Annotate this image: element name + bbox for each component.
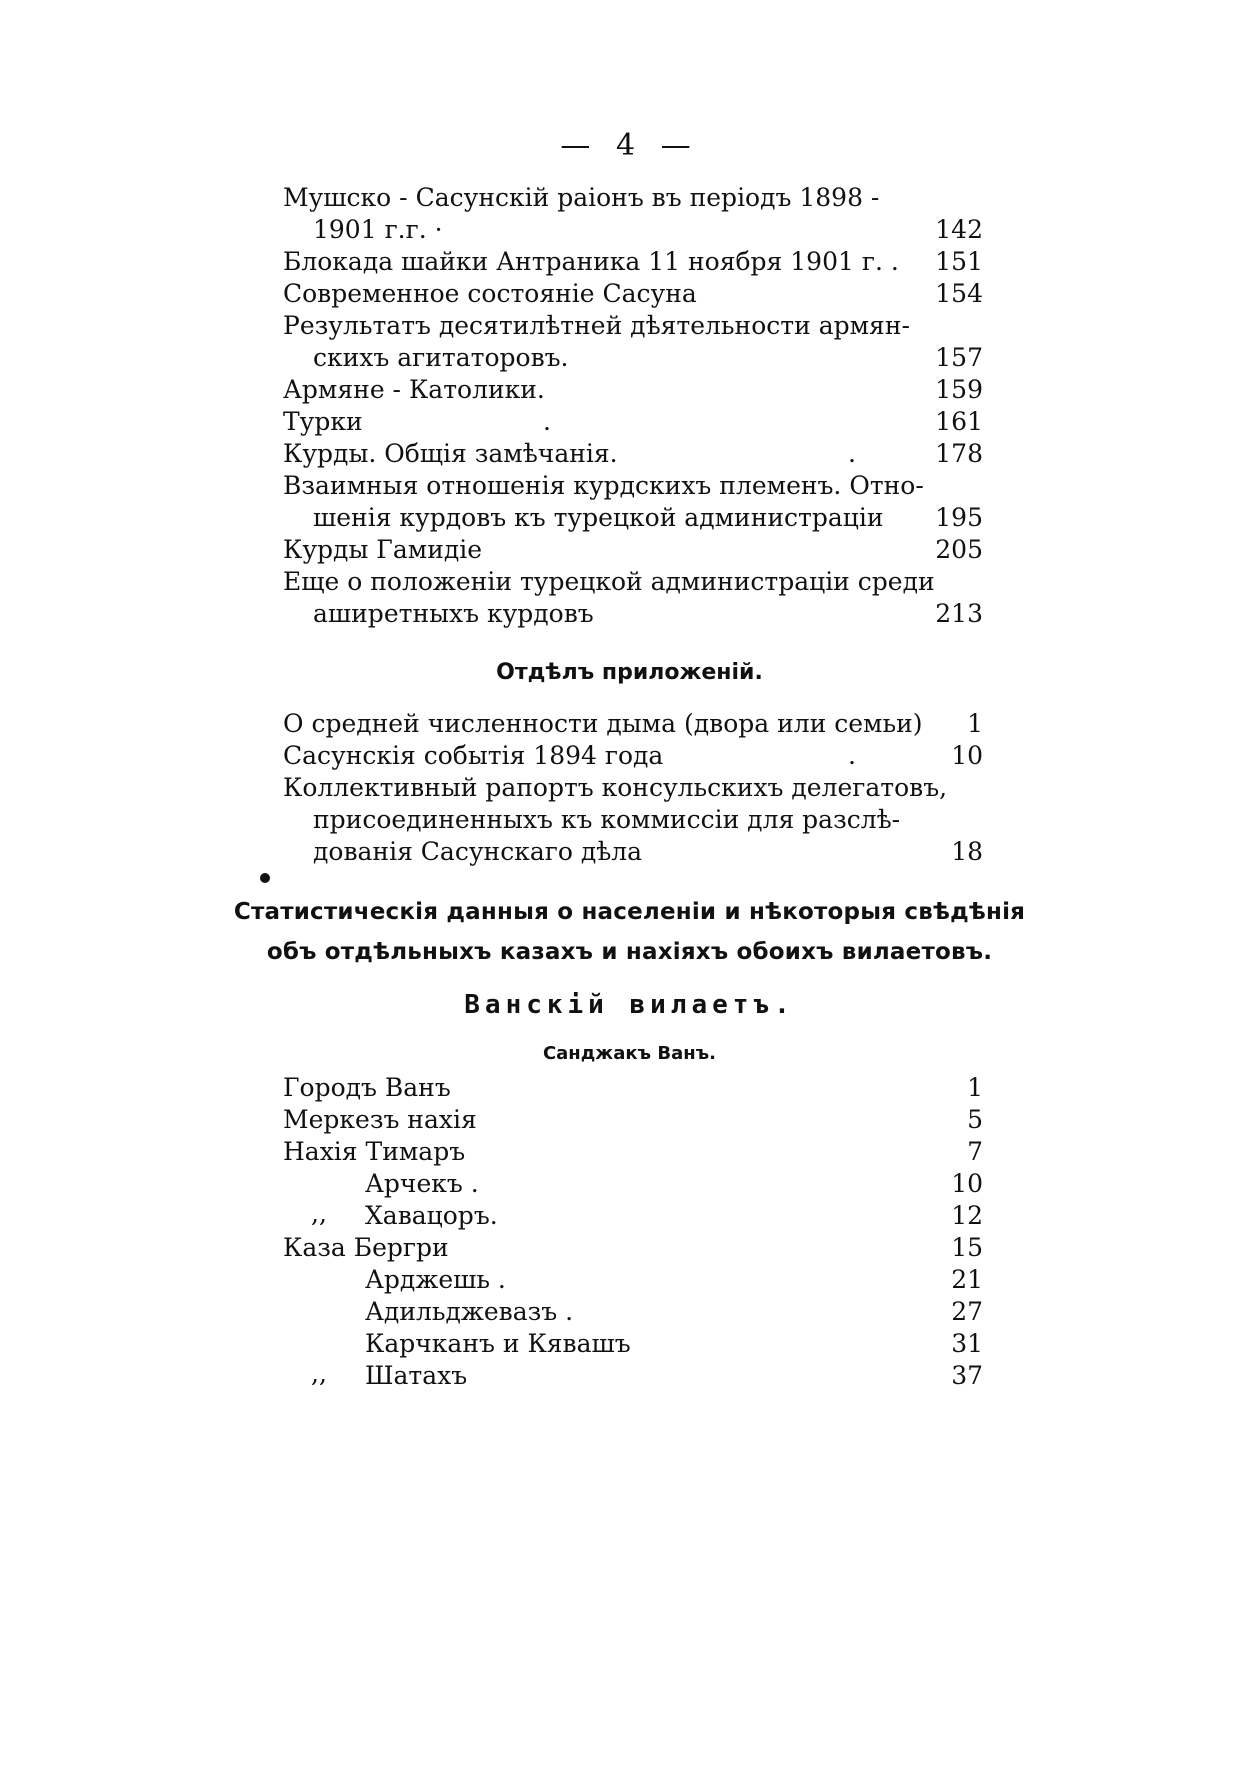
toc-entry bbox=[283, 770, 983, 806]
toc-page: 142 bbox=[935, 215, 983, 244]
toc-title: Взаимныя отношенія курдскихъ племенъ. Отно- bbox=[283, 471, 924, 500]
toc-title: Карчканъ и Кявашъ bbox=[365, 1329, 631, 1358]
toc-entry bbox=[283, 738, 983, 774]
toc-page: 15 bbox=[951, 1233, 983, 1262]
toc-entry bbox=[283, 436, 983, 472]
toc-page: 154 bbox=[935, 279, 983, 308]
toc-page: 151 bbox=[935, 247, 983, 276]
toc-page: 1 bbox=[967, 709, 983, 738]
toc-entry bbox=[283, 212, 983, 248]
toc-title: Арджешь . bbox=[365, 1265, 506, 1294]
toc-page: 7 bbox=[967, 1137, 983, 1166]
toc-entry bbox=[283, 706, 983, 742]
toc-title: Городъ Ванъ bbox=[283, 1073, 451, 1102]
leader-dot: . bbox=[543, 407, 551, 436]
toc-page: 10 bbox=[951, 1169, 983, 1198]
toc-title: Мушско - Сасунскій раіонъ въ періодъ 1898 - bbox=[283, 183, 880, 212]
toc-entry bbox=[283, 468, 983, 504]
toc-title: Коллективный рапортъ консульскихъ делегатовъ, bbox=[283, 773, 948, 802]
toc-page: 10 bbox=[951, 741, 983, 770]
toc-page: 1 bbox=[967, 1073, 983, 1102]
toc-title: дованія Сасунскаго дѣла bbox=[313, 837, 643, 866]
toc-page: 21 bbox=[951, 1265, 983, 1294]
toc-entry bbox=[283, 1102, 983, 1138]
toc-title: Арчекъ . bbox=[365, 1169, 479, 1198]
toc-entry bbox=[283, 834, 983, 870]
toc-page: 12 bbox=[951, 1201, 983, 1230]
toc-page: 18 bbox=[951, 837, 983, 866]
ditto-mark: ,, bbox=[311, 1199, 327, 1228]
toc-entry bbox=[283, 340, 983, 376]
toc-page: 213 bbox=[935, 599, 983, 628]
toc-title: Адильджевазъ . bbox=[365, 1297, 574, 1326]
toc-page: 161 bbox=[935, 407, 983, 436]
toc-entry bbox=[283, 1166, 983, 1202]
toc-entry bbox=[283, 500, 983, 536]
toc-entry bbox=[283, 404, 983, 440]
leader-dot: . bbox=[848, 741, 856, 770]
toc-title: Нахія Тимаръ bbox=[283, 1137, 466, 1166]
page-number: — 4 — bbox=[560, 128, 699, 163]
toc-entry bbox=[283, 1230, 983, 1266]
toc-title: Сасунскія событія 1894 года bbox=[283, 741, 664, 770]
toc-entry bbox=[283, 372, 983, 408]
toc-page: 178 bbox=[935, 439, 983, 468]
toc-entry bbox=[283, 1294, 983, 1330]
toc-title: присоединенныхъ къ коммиссіи для разслѣ- bbox=[313, 805, 901, 834]
toc-entry bbox=[283, 564, 983, 600]
toc-entry bbox=[283, 596, 983, 632]
toc-title: шенія курдовъ къ турецкой администраціи bbox=[313, 503, 884, 532]
toc-title: Еще о положеніи турецкой администраціи среди bbox=[283, 567, 935, 596]
toc-page: 5 bbox=[967, 1105, 983, 1134]
vilayet-heading: Ванскій вилаетъ. bbox=[464, 990, 795, 1020]
toc-page: 157 bbox=[935, 343, 983, 372]
toc-page: 195 bbox=[935, 503, 983, 532]
toc-entry bbox=[283, 1134, 983, 1170]
toc-entry bbox=[283, 244, 983, 280]
toc-entry bbox=[283, 180, 983, 216]
toc-title: Хавацоръ. bbox=[365, 1201, 498, 1230]
toc-title: Армяне - Католики. bbox=[283, 375, 545, 404]
appendix-heading: Отдѣлъ приложеній. bbox=[496, 660, 763, 685]
toc-entry bbox=[283, 1070, 983, 1106]
toc-page: 27 bbox=[951, 1297, 983, 1326]
toc-title: 1901 г.г. · bbox=[313, 215, 443, 244]
toc-entry bbox=[283, 532, 983, 568]
toc-title: Шатахъ bbox=[365, 1361, 468, 1390]
stats-heading-line2: объ отдѣльныхъ казахъ и нахіяхъ обоихъ вилаетовъ. bbox=[266, 939, 993, 965]
toc-title: Курды. Общія замѣчанія. bbox=[283, 439, 618, 468]
toc-entry bbox=[283, 1198, 983, 1234]
toc-title: О средней численности дыма (двора или семьи) bbox=[283, 709, 923, 738]
toc-title: Современное состояніе Сасуна bbox=[283, 279, 697, 308]
sanjak-heading: Санджакъ Ванъ. bbox=[542, 1043, 717, 1064]
toc-page: 37 bbox=[951, 1361, 983, 1390]
toc-page: 31 bbox=[951, 1329, 983, 1358]
toc-title: Каза Бергри bbox=[283, 1233, 449, 1262]
toc-title: Результатъ десятилѣтней дѣятельности армян- bbox=[283, 311, 910, 340]
stats-heading-line1: Статистическія данныя о населеніи и нѣкоторыя свѣдѣнія bbox=[233, 899, 1026, 925]
toc-title: Меркезъ нахія bbox=[283, 1105, 477, 1134]
toc-entry bbox=[283, 308, 983, 344]
leader-dot: . bbox=[848, 439, 856, 468]
toc-entry bbox=[283, 1326, 983, 1362]
toc-entry bbox=[283, 276, 983, 312]
toc-entry bbox=[283, 1358, 983, 1394]
toc-title: Турки bbox=[283, 407, 363, 436]
toc-title: аширетныхъ курдовъ bbox=[313, 599, 594, 628]
toc-entry bbox=[283, 802, 983, 838]
toc-title: Блокада шайки Антраника 11 ноября 1901 г. . bbox=[283, 247, 899, 276]
margin-bullet bbox=[260, 873, 270, 883]
ditto-mark: ,, bbox=[311, 1359, 327, 1388]
toc-title: скихъ агитаторовъ. bbox=[313, 343, 569, 372]
toc-entry bbox=[283, 1262, 983, 1298]
toc-title: Курды Гамидіе bbox=[283, 535, 483, 564]
toc-page: 159 bbox=[935, 375, 983, 404]
toc-page: 205 bbox=[935, 535, 983, 564]
